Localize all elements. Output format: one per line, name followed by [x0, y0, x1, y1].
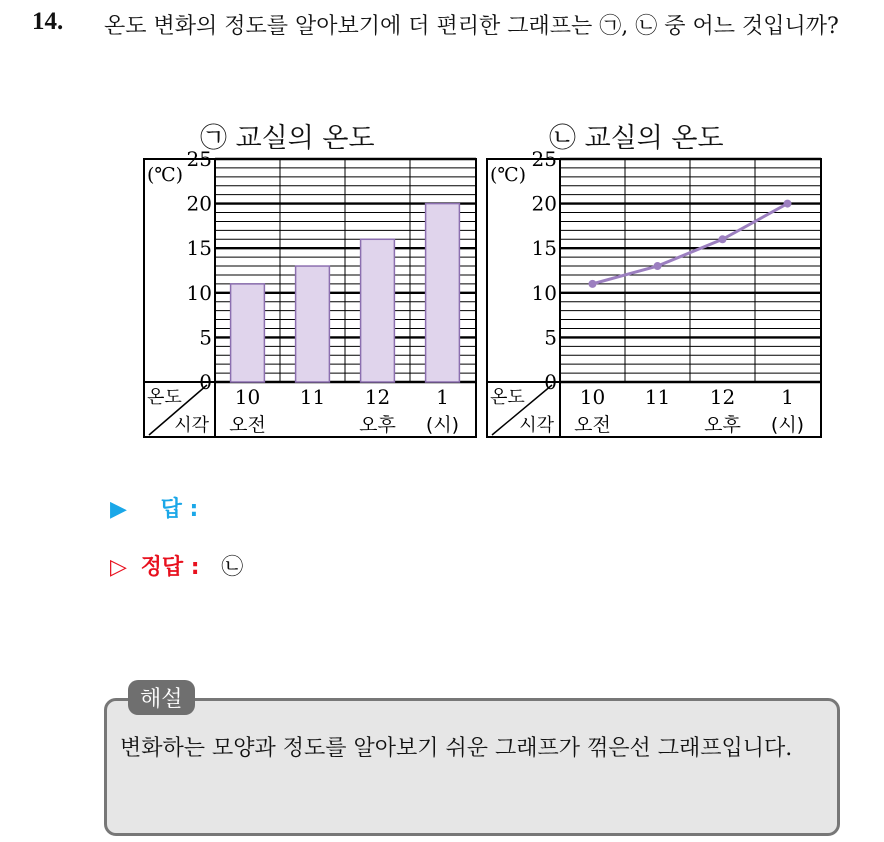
unit-label: (℃): [147, 164, 184, 186]
corner-top-label: 온도: [490, 387, 525, 408]
correct-answer-label: 정답 :: [140, 555, 200, 580]
hour-unit-label: (시): [770, 414, 805, 436]
y-tick-label: 15: [531, 236, 557, 261]
y-tick-label: 5: [199, 325, 212, 350]
data-point: [589, 280, 597, 288]
x-tick-label: 11: [299, 385, 326, 409]
unit-label: (℃): [490, 164, 527, 186]
y-tick-label: 0: [544, 370, 557, 394]
bar: [361, 239, 395, 382]
correct-answer-row: [110, 550, 243, 581]
x-tick-label: 11: [644, 385, 671, 409]
left-chart-title: ㉠ 교실의 온도: [200, 123, 375, 154]
corner-bottom-label: 시각: [174, 415, 209, 436]
bar: [296, 266, 330, 382]
am-label: 오전: [229, 414, 266, 436]
x-tick-label: 12: [364, 385, 391, 409]
question-number: 14.: [32, 8, 64, 35]
answer-label: 답 :: [160, 497, 199, 522]
y-tick-label: 5: [544, 325, 557, 350]
bar: [426, 204, 460, 382]
y-tick-label: 25: [531, 147, 557, 171]
x-tick-label: 1: [436, 385, 449, 409]
correct-answer-value: ㉡: [221, 555, 244, 580]
outline-arrow-icon: ▷: [110, 555, 127, 580]
data-point: [654, 262, 662, 270]
answer-row: [110, 492, 198, 523]
y-tick-label: 10: [186, 280, 212, 305]
data-point: [719, 235, 727, 243]
data-point: [784, 200, 792, 208]
pm-label: 오후: [359, 414, 396, 436]
play-arrow-icon: ▶: [110, 497, 127, 522]
corner-bottom-label: 시각: [519, 415, 554, 436]
bar-chart: [143, 147, 477, 439]
y-tick-label: 15: [186, 236, 212, 261]
y-tick-label: 20: [531, 191, 557, 216]
am-label: 오전: [574, 414, 611, 436]
explanation-text: 변화하는 모양과 정도를 알아보기 쉬운 그래프가 꺾은선 그래프입니다.: [120, 736, 793, 761]
y-tick-label: 25: [186, 147, 212, 171]
explanation-tag: 해설: [128, 680, 195, 715]
x-tick-label: 10: [234, 385, 261, 409]
x-tick-label: 1: [781, 385, 794, 409]
corner-top-label: 온도: [147, 387, 182, 408]
x-tick-label: 12: [709, 385, 736, 409]
bar: [231, 284, 265, 382]
question-text: 온도 변화의 정도를 알아보기에 더 편리한 그래프는 ㉠, ㉡ 중 어느 것입니까?: [104, 14, 839, 39]
hour-unit-label: (시): [425, 414, 460, 436]
line-chart: [486, 147, 822, 439]
y-tick-label: 20: [186, 191, 212, 216]
right-chart-title: ㉡ 교실의 온도: [549, 123, 724, 154]
y-tick-label: 10: [531, 280, 557, 305]
x-tick-label: 10: [579, 385, 606, 409]
pm-label: 오후: [704, 414, 741, 436]
y-tick-label: 0: [199, 370, 212, 394]
